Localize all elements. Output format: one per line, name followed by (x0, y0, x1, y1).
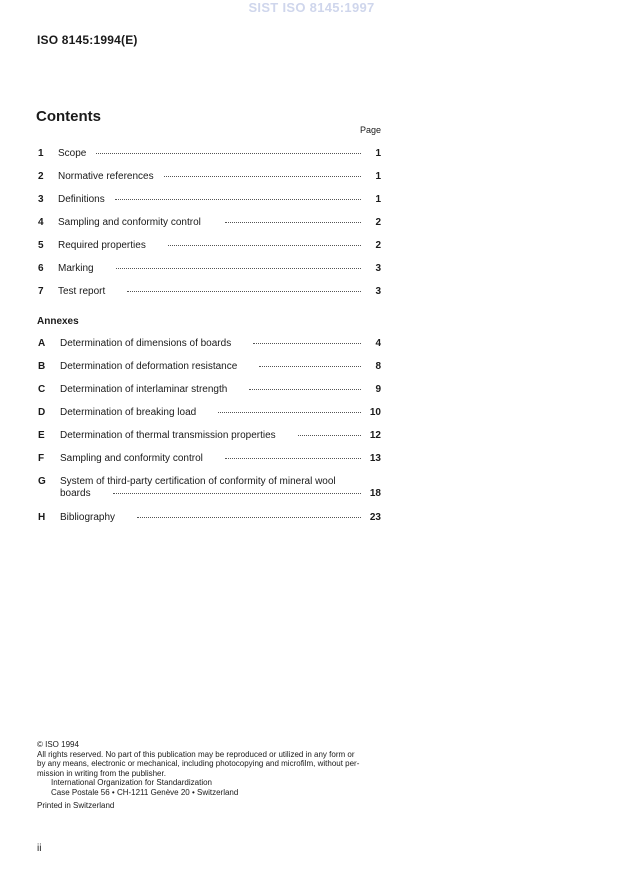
page-ref: 23 (369, 512, 381, 523)
annex-title: Determination of interlaminar strength (60, 384, 228, 395)
leader-dots (127, 291, 361, 292)
leader-dots (298, 435, 361, 436)
toc-entry-5[interactable] (38, 240, 381, 252)
rights-text-line: by any means, electronic or mechanical, including photocopying and microfilm, without per- (37, 759, 360, 768)
toc-entry-1[interactable] (38, 148, 381, 160)
annex-letter: H (38, 512, 46, 523)
leader-dots (225, 458, 361, 459)
page-ref: 1 (375, 194, 381, 205)
leader-dots (137, 517, 361, 518)
contents-title: Contents (36, 108, 101, 125)
annex-title: Bibliography (60, 512, 116, 523)
toc-entry-3[interactable] (38, 194, 381, 206)
page-ref: 3 (375, 263, 381, 274)
toc-entry-4[interactable] (38, 217, 381, 229)
leader-dots (116, 268, 361, 269)
clause-number: 3 (38, 194, 44, 205)
toc-entry-7[interactable] (38, 286, 381, 298)
annex-letter: F (38, 453, 45, 464)
annex-letter: E (38, 430, 45, 441)
leader-dots (218, 412, 361, 413)
toc-annex-a[interactable] (38, 338, 381, 350)
annex-letter: A (38, 338, 46, 349)
clause-title: Required properties (58, 240, 146, 251)
clause-title: Test report (58, 286, 106, 297)
page-ref: 13 (369, 453, 381, 464)
annex-title-block (60, 476, 381, 500)
toc-annex-h[interactable] (38, 512, 381, 524)
annex-title: System of third-party certification of conformity of mineral wool (60, 476, 336, 487)
page-column-header: Page (359, 125, 381, 135)
annex-letter: C (38, 384, 46, 395)
toc-entry-6[interactable] (38, 263, 381, 275)
page-ref: 1 (375, 171, 381, 182)
copyright-block (37, 740, 383, 811)
toc-annex-f[interactable] (38, 453, 381, 465)
leader-dots (168, 245, 361, 246)
toc-annex-d[interactable] (38, 407, 381, 419)
clause-number: 4 (38, 217, 44, 228)
annex-title-continuation (60, 488, 381, 500)
copyright-notice: © ISO 1994 (37, 740, 79, 749)
leader-dots (253, 343, 361, 344)
leader-dots (259, 366, 361, 367)
leader-dots (113, 493, 361, 494)
clause-title: Definitions (58, 194, 105, 205)
clause-title: Normative references (58, 171, 154, 182)
annex-title: Sampling and conformity control (60, 453, 203, 464)
annex-title: Determination of breaking load (60, 407, 197, 418)
page-ref: 4 (375, 338, 381, 349)
toc-entry-2[interactable] (38, 171, 381, 183)
rights-text-line: mission in writing from the publisher. (37, 768, 166, 778)
annex-title: Determination of dimensions of boards (60, 338, 232, 349)
clause-number: 6 (38, 263, 44, 274)
publisher-address: Case Postale 56 • CH-1211 Genève 20 • Switzerland (51, 787, 239, 797)
annex-title-line2: boards (60, 488, 91, 499)
page-ref: 18 (369, 488, 381, 499)
page-ref: 3 (375, 286, 381, 297)
leader-dots (115, 199, 361, 200)
clause-title: Marking (58, 263, 94, 274)
annex-title: Determination of thermal transmission properties (60, 430, 276, 441)
clause-number: 5 (38, 240, 44, 251)
annex-letter: G (38, 476, 46, 487)
page-ref: 2 (375, 240, 381, 251)
standard-id: ISO 8145:1994(E) (37, 33, 138, 47)
clause-number: 7 (38, 286, 44, 297)
annex-title: Determination of deformation resistance (60, 361, 238, 372)
annexes-heading: Annexes (37, 316, 79, 327)
toc-annex-e[interactable] (38, 430, 381, 442)
leader-dots (164, 176, 361, 177)
toc-annex-g[interactable] (38, 476, 381, 500)
clause-title: Sampling and conformity control (58, 217, 201, 228)
page-ref: 8 (375, 361, 381, 372)
printed-in: Printed in Switzerland (37, 801, 115, 810)
rights-text-line: All rights reserved. No part of this publication may be reproduced or utilized in any form or (37, 749, 355, 759)
toc-annex-c[interactable] (38, 384, 381, 396)
page-ref: 1 (375, 148, 381, 159)
leader-dots (96, 153, 361, 154)
clause-title: Scope (58, 148, 87, 159)
clause-number: 2 (38, 171, 44, 182)
toc-annex-b[interactable] (38, 361, 381, 373)
page-ref: 10 (369, 407, 381, 418)
leader-dots (249, 389, 361, 390)
annex-letter: B (38, 361, 46, 372)
page-number: ii (37, 843, 42, 854)
watermark: SIST ISO 8145:1997 (248, 0, 375, 15)
leader-dots (225, 222, 361, 223)
publisher-name: International Organization for Standardization (51, 778, 212, 787)
annex-letter: D (38, 407, 46, 418)
clause-number: 1 (38, 148, 44, 159)
page-ref: 2 (375, 217, 381, 228)
page-ref: 9 (375, 384, 381, 395)
page-ref: 12 (369, 430, 381, 441)
